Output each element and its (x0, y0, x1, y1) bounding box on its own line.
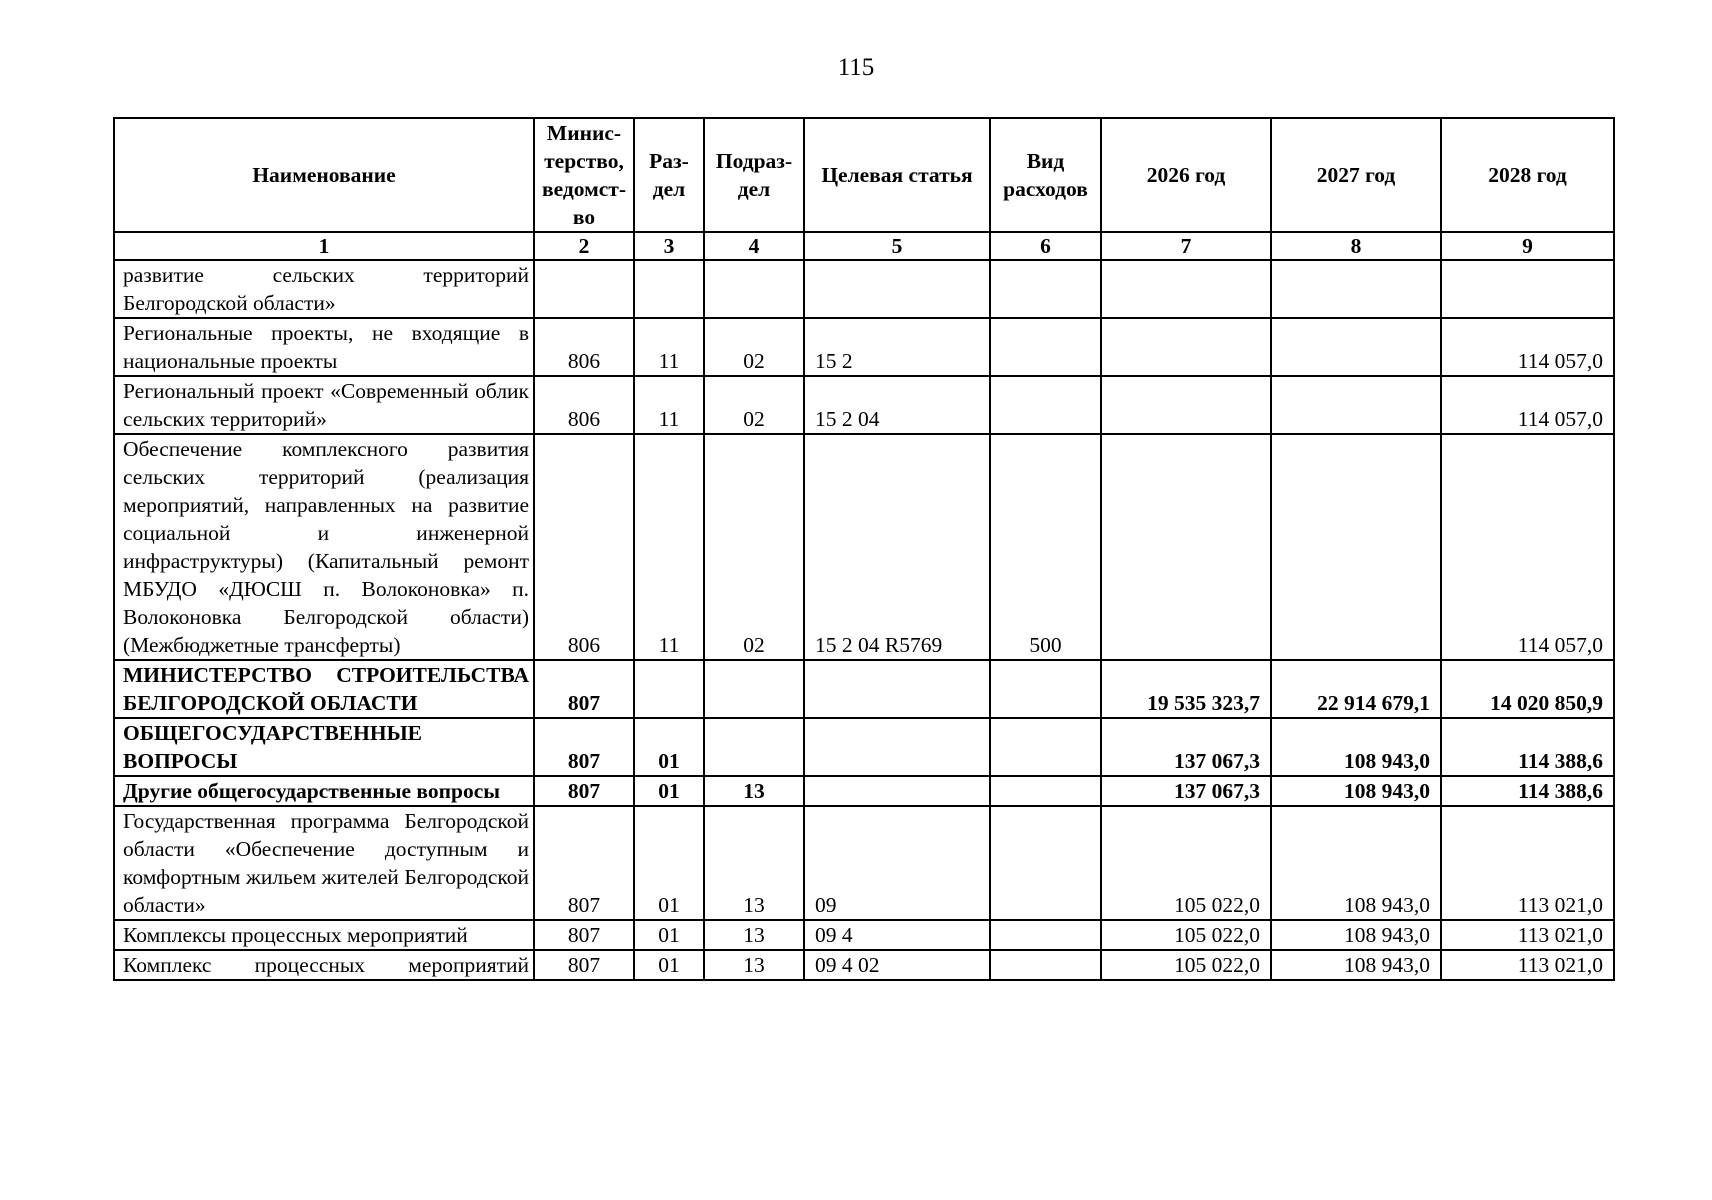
row-section: 11 (634, 318, 704, 376)
row-section: 01 (634, 776, 704, 806)
table-row (114, 260, 1614, 318)
table-row (114, 318, 1614, 376)
row-amount-2028: 114 388,6 (1441, 776, 1614, 806)
row-ministry: 806 (534, 434, 634, 660)
row-section (634, 660, 704, 718)
row-target-article: 09 4 02 (804, 950, 990, 980)
table-row (114, 434, 1614, 660)
column-number: 3 (634, 232, 704, 260)
row-expense-type (990, 718, 1101, 776)
table-row (114, 660, 1614, 718)
row-expense-type (990, 950, 1101, 980)
row-amount-2028: 113 021,0 (1441, 920, 1614, 950)
row-expense-type (990, 260, 1101, 318)
header-year-2028: 2028 год (1441, 118, 1614, 232)
row-subsection: 13 (704, 806, 804, 920)
column-number: 2 (534, 232, 634, 260)
row-amount-2026 (1101, 376, 1271, 434)
row-target-article: 09 (804, 806, 990, 920)
table-row (114, 376, 1614, 434)
row-ministry: 806 (534, 318, 634, 376)
column-number: 5 (804, 232, 990, 260)
row-ministry: 806 (534, 376, 634, 434)
row-amount-2028: 113 021,0 (1441, 950, 1614, 980)
row-amount-2028 (1441, 260, 1614, 318)
row-target-article (804, 718, 990, 776)
row-expense-type (990, 920, 1101, 950)
row-amount-2028: 14 020 850,9 (1441, 660, 1614, 718)
row-amount-2027: 108 943,0 (1271, 920, 1441, 950)
header-subsection: Подраз-дел (704, 118, 804, 232)
row-target-article (804, 260, 990, 318)
row-amount-2026: 105 022,0 (1101, 806, 1271, 920)
row-subsection (704, 660, 804, 718)
row-amount-2026: 105 022,0 (1101, 950, 1271, 980)
row-amount-2028: 114 388,6 (1441, 718, 1614, 776)
table-row (114, 718, 1614, 776)
row-section: 11 (634, 434, 704, 660)
header-year-2027: 2027 год (1271, 118, 1441, 232)
row-subsection (704, 718, 804, 776)
row-amount-2026: 137 067,3 (1101, 718, 1271, 776)
table-row (114, 806, 1614, 920)
row-name: Другие общегосударственные вопросы (114, 776, 534, 806)
row-subsection: 02 (704, 376, 804, 434)
row-name: МИНИСТЕРСТВО СТРОИТЕЛЬСТВА БЕЛГОРОДСКОЙ ОБЛАСТИ (114, 660, 534, 718)
row-amount-2027: 108 943,0 (1271, 950, 1441, 980)
row-amount-2027 (1271, 260, 1441, 318)
row-amount-2027 (1271, 434, 1441, 660)
row-ministry: 807 (534, 776, 634, 806)
row-target-article: 09 4 (804, 920, 990, 950)
table-row (114, 920, 1614, 950)
row-target-article (804, 660, 990, 718)
row-subsection: 13 (704, 776, 804, 806)
row-expense-type: 500 (990, 434, 1101, 660)
row-ministry (534, 260, 634, 318)
header-year-2026: 2026 год (1101, 118, 1271, 232)
row-amount-2027: 22 914 679,1 (1271, 660, 1441, 718)
row-section: 11 (634, 376, 704, 434)
column-number: 1 (114, 232, 534, 260)
row-subsection (704, 260, 804, 318)
row-expense-type (990, 318, 1101, 376)
row-section: 01 (634, 718, 704, 776)
row-section: 01 (634, 920, 704, 950)
header-expense-type: Вид расходов (990, 118, 1101, 232)
row-expense-type (990, 776, 1101, 806)
header-ministry: Минис-терство, ведомст-во (534, 118, 634, 232)
table-header-row (114, 118, 1614, 232)
page-number: 115 (837, 54, 875, 81)
row-amount-2028: 114 057,0 (1441, 318, 1614, 376)
row-ministry: 807 (534, 806, 634, 920)
row-amount-2026: 19 535 323,7 (1101, 660, 1271, 718)
row-amount-2028: 114 057,0 (1441, 434, 1614, 660)
row-target-article: 15 2 04 R5769 (804, 434, 990, 660)
row-subsection: 02 (704, 318, 804, 376)
row-section: 01 (634, 950, 704, 980)
row-target-article: 15 2 (804, 318, 990, 376)
row-expense-type (990, 376, 1101, 434)
column-number: 8 (1271, 232, 1441, 260)
column-number: 9 (1441, 232, 1614, 260)
row-name: Региональные проекты, не входящие в национальные проекты (114, 318, 534, 376)
row-section (634, 260, 704, 318)
row-amount-2026 (1101, 260, 1271, 318)
row-amount-2027: 108 943,0 (1271, 718, 1441, 776)
budget-table (113, 117, 1615, 981)
row-amount-2028: 114 057,0 (1441, 376, 1614, 434)
row-amount-2026: 105 022,0 (1101, 920, 1271, 950)
table-row (114, 950, 1614, 980)
column-number: 4 (704, 232, 804, 260)
header-section: Раз-дел (634, 118, 704, 232)
row-name: Обеспечение комплексного развития сельских территорий (реализация мероприятий, направленных на развитие социальной и инженерной инфраструктуры) (Капитальный ремонт МБУДО «ДЮСШ п. Волоконовка» п. Волоконовка Белгородской области) (Межбюджетные трансферты) (114, 434, 534, 660)
row-amount-2026 (1101, 434, 1271, 660)
column-number-row (114, 232, 1614, 260)
row-amount-2026 (1101, 318, 1271, 376)
column-number: 6 (990, 232, 1101, 260)
row-amount-2027: 108 943,0 (1271, 806, 1441, 920)
row-name: Комплексы процессных мероприятий (114, 920, 534, 950)
row-amount-2026: 137 067,3 (1101, 776, 1271, 806)
row-amount-2027: 108 943,0 (1271, 776, 1441, 806)
row-expense-type (990, 660, 1101, 718)
row-ministry: 807 (534, 920, 634, 950)
row-target-article: 15 2 04 (804, 376, 990, 434)
row-name: Региональный проект «Современный облик сельских территорий» (114, 376, 534, 434)
row-amount-2027 (1271, 376, 1441, 434)
row-name: Комплекс процессных мероприятий (114, 950, 534, 980)
column-number: 7 (1101, 232, 1271, 260)
header-name: Наименование (114, 118, 534, 232)
row-target-article (804, 776, 990, 806)
row-ministry: 807 (534, 660, 634, 718)
row-ministry: 807 (534, 950, 634, 980)
row-amount-2027 (1271, 318, 1441, 376)
row-name: Государственная программа Белгородской области «Обеспечение доступным и комфортным жильем жителей Белгородской области» (114, 806, 534, 920)
row-section: 01 (634, 806, 704, 920)
row-amount-2028: 113 021,0 (1441, 806, 1614, 920)
row-expense-type (990, 806, 1101, 920)
row-subsection: 02 (704, 434, 804, 660)
row-name: ОБЩЕГОСУДАРСТВЕННЫЕ ВОПРОСЫ (114, 718, 534, 776)
row-subsection: 13 (704, 920, 804, 950)
row-ministry: 807 (534, 718, 634, 776)
header-target-article: Целевая статья (804, 118, 990, 232)
row-subsection: 13 (704, 950, 804, 980)
table-row (114, 776, 1614, 806)
row-name: развитие сельских территорий Белгородской области» (114, 260, 534, 318)
